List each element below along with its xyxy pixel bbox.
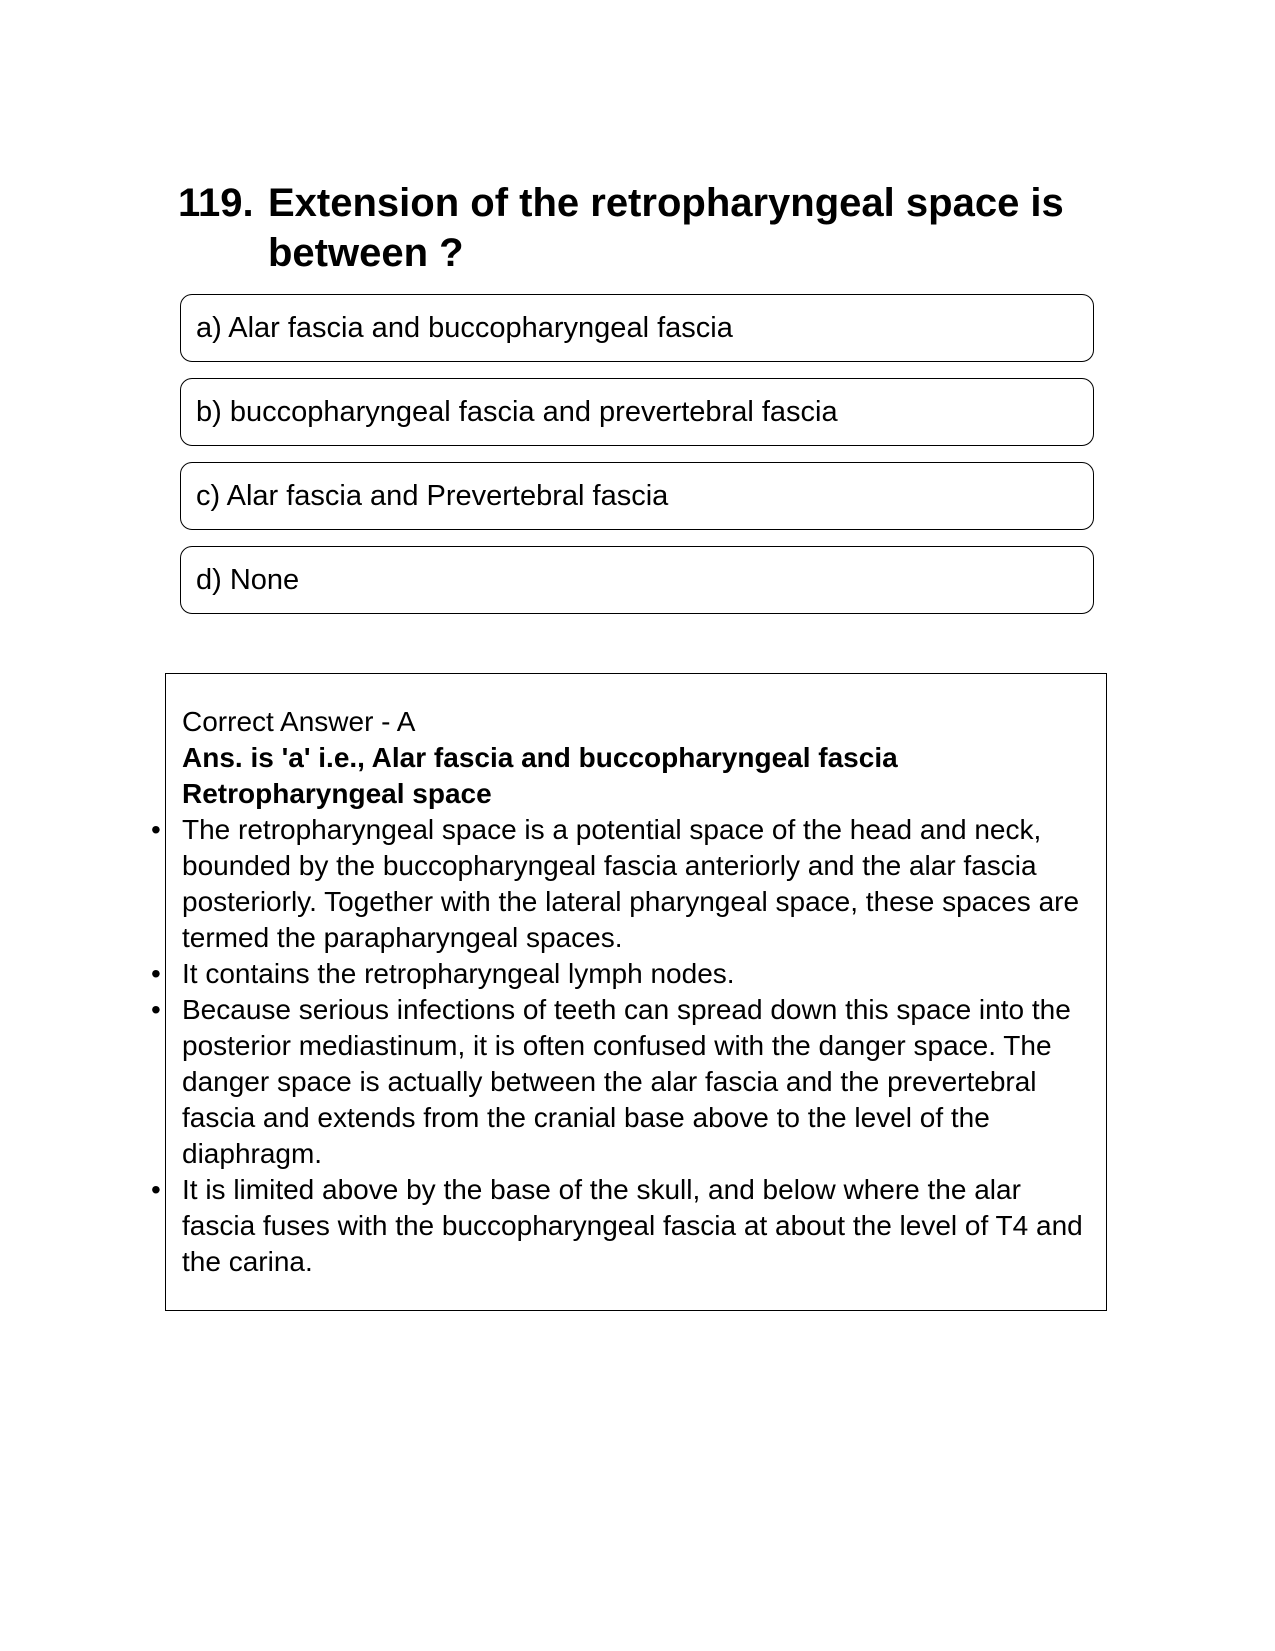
option-b-label: b) buccopharyngeal fascia and prevertebral fascia: [196, 395, 838, 428]
bullet-icon: •: [151, 1174, 161, 1205]
question-text: Extension of the retropharyngeal space is between ?: [268, 181, 1064, 275]
explanation-title: Ans. is 'a' i.e., Alar fascia and buccopharyngeal fascia: [182, 742, 898, 773]
point-text: It is limited above by the base of the skull, and below where the alar fascia fuses with the buccopharyngeal fascia at about the level of T4 and the carina.: [182, 1174, 1083, 1277]
correct-answer: Correct Answer - A: [182, 706, 416, 737]
option-b[interactable]: [180, 378, 1094, 446]
option-c-label: c) Alar fascia and Prevertebral fascia: [196, 479, 669, 512]
list-item: [151, 1172, 1091, 1280]
answer-box: [151, 673, 1107, 1311]
options-list: [180, 294, 1094, 630]
option-c[interactable]: [180, 462, 1094, 530]
list-item: [151, 812, 1091, 956]
bullet-icon: •: [151, 958, 161, 989]
bullet-icon: •: [151, 994, 161, 1025]
list-item: [151, 992, 1091, 1172]
section-title: Retropharyngeal space: [182, 778, 492, 809]
bullet-icon: •: [151, 814, 161, 845]
question-number: 119.: [178, 181, 254, 225]
option-a[interactable]: [180, 294, 1094, 362]
point-text: It contains the retropharyngeal lymph nodes.: [182, 958, 735, 989]
list-item: [151, 956, 1091, 992]
option-d-label: d) None: [196, 563, 300, 596]
explanation-points: [151, 812, 1091, 1280]
option-d[interactable]: [180, 546, 1094, 614]
option-a-label: a) Alar fascia and buccopharyngeal fascia: [196, 311, 733, 344]
point-text: Because serious infections of teeth can spread down this space into the posterior mediastinum, it is often confused with the danger space. The danger space is actually between the alar fascia and the prevertebral fascia and extends from the cranial base above to the level of the diaphragm.: [182, 994, 1071, 1169]
question-heading: [178, 178, 1078, 278]
point-text: The retropharyngeal space is a potential space of the head and neck, bounded by the buccopharyngeal fascia anteriorly and the alar fascia posteriorly. Together with the lateral pharyngeal space, these spaces are termed the parapharyngeal spaces.: [182, 814, 1080, 953]
